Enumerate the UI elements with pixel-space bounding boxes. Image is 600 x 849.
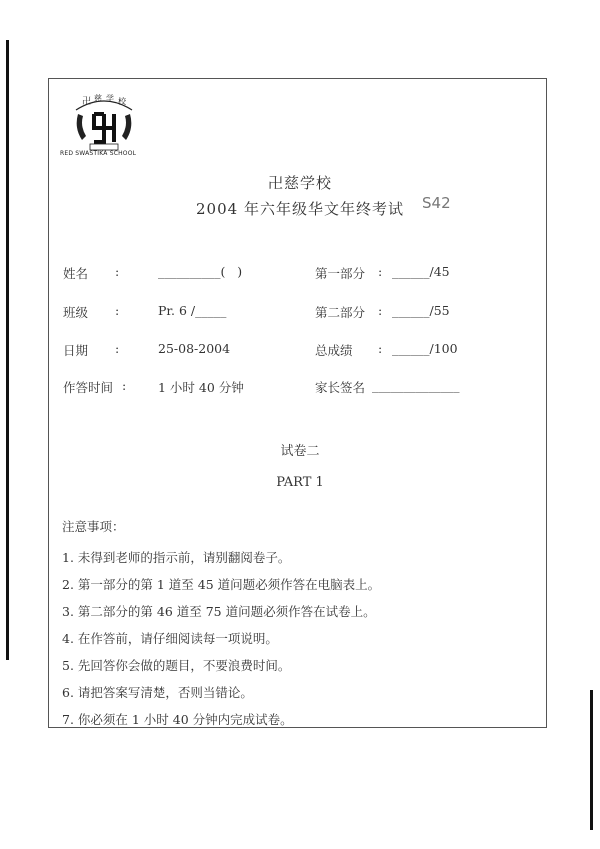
- school-logo-icon: [64, 88, 144, 156]
- parent-signature-label: 家长签名: [315, 380, 366, 395]
- name-field[interactable]: __________( ): [158, 264, 243, 279]
- class-field[interactable]: Pr. 6 /_____: [158, 303, 227, 318]
- note-item: 2. 第一部分的第 1 道至 45 道问题必须作答在电脑表上。: [62, 577, 381, 592]
- time-field: 1 小时 40 分钟: [158, 380, 244, 395]
- note-item: 6. 请把答案写清楚，否则当错论。: [62, 685, 253, 700]
- name-colon: :: [115, 264, 120, 279]
- school-name-en: RED SWASTIKA SCHOOL: [60, 150, 137, 157]
- svg-text:卍: 卍: [82, 97, 92, 107]
- note-item: 7. 你必须在 1 小时 40 分钟内完成试卷。: [62, 712, 293, 727]
- notes-heading: 注意事项：: [62, 519, 125, 534]
- part2-label: 第二部分: [315, 305, 366, 320]
- name-label: 姓名: [63, 266, 89, 281]
- parent-signature-field[interactable]: ______________: [372, 378, 460, 393]
- date-field: 25-08-2004: [158, 341, 231, 356]
- svg-text:校: 校: [118, 97, 126, 106]
- school-title: 卍慈学校: [267, 174, 332, 192]
- svg-text:慈: 慈: [94, 94, 102, 103]
- time-colon: :: [122, 378, 127, 393]
- paper-code-handwritten: S42: [422, 194, 451, 212]
- date-colon: :: [115, 341, 120, 356]
- part2-colon: :: [378, 303, 383, 318]
- part1-label: 第一部分: [315, 266, 366, 281]
- note-item: 3. 第二部分的第 46 道至 75 道问题必须作答在试卷上。: [62, 604, 376, 619]
- class-colon: :: [115, 303, 120, 318]
- part1-score-field[interactable]: ______/45: [392, 264, 450, 279]
- total-colon: :: [378, 341, 383, 356]
- time-label: 作答时间: [63, 380, 114, 395]
- svg-text:学: 学: [106, 94, 114, 103]
- note-item: 4. 在作答前，请仔细阅读每一项说明。: [62, 631, 278, 646]
- part1-colon: :: [378, 264, 383, 279]
- scan-edge-left: [6, 40, 9, 660]
- part2-score-field[interactable]: ______/55: [392, 303, 450, 318]
- note-item: 5. 先回答你会做的题目，不要浪费时间。: [62, 658, 291, 673]
- date-label: 日期: [63, 343, 89, 358]
- paper-title: 试卷二: [280, 444, 320, 459]
- note-item: 1. 未得到老师的指示前，请别翻阅卷子。: [62, 550, 291, 565]
- part-title: PART 1: [276, 475, 324, 490]
- total-score-field[interactable]: ______/100: [392, 341, 458, 356]
- total-label: 总成绩: [315, 343, 353, 358]
- exam-title: 2004 年六年级华文年终考试: [196, 200, 404, 218]
- class-label: 班级: [63, 305, 89, 320]
- scan-edge-right: [590, 690, 593, 830]
